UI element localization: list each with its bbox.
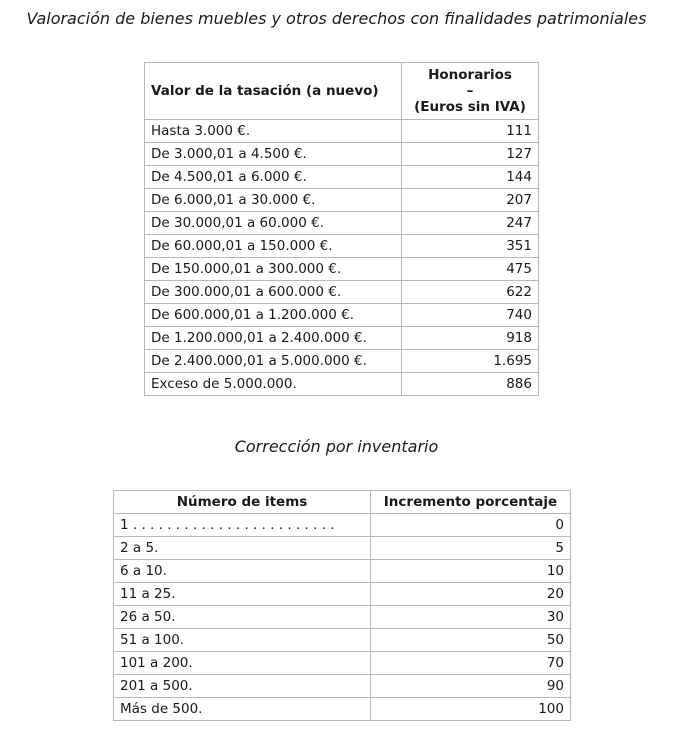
incremento-cell: 70 <box>371 652 571 675</box>
valor-range-cell: De 1.200.000,01 a 2.400.000 €. <box>145 327 402 350</box>
incremento-cell: 10 <box>371 560 571 583</box>
fees-table-row <box>145 281 539 304</box>
fees-table-row <box>145 212 539 235</box>
valor-range-cell: Hasta 3.000 €. <box>145 120 402 143</box>
inventory-table-row <box>114 629 571 652</box>
fees-table-row <box>145 350 539 373</box>
fees-table-row <box>145 327 539 350</box>
incremento-cell: 5 <box>371 537 571 560</box>
fees-table-row <box>145 304 539 327</box>
fees-table-header-row <box>145 63 539 120</box>
incremento-cell: 20 <box>371 583 571 606</box>
inventory-table-row <box>114 537 571 560</box>
valor-range-cell: De 6.000,01 a 30.000 €. <box>145 189 402 212</box>
valor-range-cell: De 600.000,01 a 1.200.000 €. <box>145 304 402 327</box>
valor-range-cell: Exceso de 5.000.000. <box>145 373 402 396</box>
valor-range-cell: De 300.000,01 a 600.000 €. <box>145 281 402 304</box>
header-honorarios-dash: – <box>466 83 474 99</box>
header-numero-items: Número de items <box>114 491 371 514</box>
inventory-table-row <box>114 560 571 583</box>
honorarios-cell: 247 <box>402 212 539 235</box>
items-range-cell: 1 . . . . . . . . . . . . . . . . . . . . . . . . <box>114 514 371 537</box>
inventory-table-header-row <box>114 491 571 514</box>
valor-range-cell: De 60.000,01 a 150.000 €. <box>145 235 402 258</box>
fees-table-row <box>145 143 539 166</box>
items-range-cell: 101 a 200. <box>114 652 371 675</box>
fees-table-row <box>145 373 539 396</box>
honorarios-cell: 111 <box>402 120 539 143</box>
incremento-cell: 100 <box>371 698 571 721</box>
valor-range-cell: De 2.400.000,01 a 5.000.000 €. <box>145 350 402 373</box>
items-range-cell: 2 a 5. <box>114 537 371 560</box>
inventory-table-row <box>114 606 571 629</box>
valor-range-cell: De 3.000,01 a 4.500 €. <box>145 143 402 166</box>
items-range-cell: 201 a 500. <box>114 675 371 698</box>
valor-range-cell: De 150.000,01 a 300.000 €. <box>145 258 402 281</box>
items-range-cell: 26 a 50. <box>114 606 371 629</box>
items-range-cell: 6 a 10. <box>114 560 371 583</box>
honorarios-cell: 918 <box>402 327 539 350</box>
honorarios-cell: 1.695 <box>402 350 539 373</box>
valor-range-cell: De 30.000,01 a 60.000 €. <box>145 212 402 235</box>
inventory-table-row <box>114 675 571 698</box>
header-honorarios-line3: (Euros sin IVA) <box>414 99 526 115</box>
honorarios-cell: 207 <box>402 189 539 212</box>
inventory-table <box>113 490 571 721</box>
fees-table-row <box>145 120 539 143</box>
items-range-cell: 51 a 100. <box>114 629 371 652</box>
items-range-cell: Más de 500. <box>114 698 371 721</box>
heading-bienes-muebles: Valoración de bienes muebles y otros derechos con finalidades patrimoniales <box>26 9 647 28</box>
incremento-cell: 90 <box>371 675 571 698</box>
incremento-cell: 30 <box>371 606 571 629</box>
honorarios-cell: 740 <box>402 304 539 327</box>
incremento-cell: 50 <box>371 629 571 652</box>
honorarios-cell: 886 <box>402 373 539 396</box>
honorarios-cell: 622 <box>402 281 539 304</box>
header-valor-tasacion: Valor de la tasación (a nuevo) <box>145 63 402 120</box>
header-honorarios-line1: Honorarios <box>428 67 512 83</box>
items-range-cell: 11 a 25. <box>114 583 371 606</box>
honorarios-cell: 351 <box>402 235 539 258</box>
inventory-table-row <box>114 514 571 537</box>
heading-correccion-inventario: Corrección por inventario <box>234 437 439 456</box>
honorarios-cell: 475 <box>402 258 539 281</box>
inventory-table-row <box>114 583 571 606</box>
fees-table-row <box>145 166 539 189</box>
header-honorarios <box>402 63 539 120</box>
valor-range-cell: De 4.500,01 a 6.000 €. <box>145 166 402 189</box>
fees-table-row <box>145 258 539 281</box>
fees-table-row <box>145 235 539 258</box>
fees-table <box>144 62 539 396</box>
inventory-table-row <box>114 652 571 675</box>
honorarios-cell: 144 <box>402 166 539 189</box>
honorarios-cell: 127 <box>402 143 539 166</box>
incremento-cell: 0 <box>371 514 571 537</box>
inventory-table-row <box>114 698 571 721</box>
header-incremento-porcentaje: Incremento porcentaje <box>371 491 571 514</box>
fees-table-row <box>145 189 539 212</box>
